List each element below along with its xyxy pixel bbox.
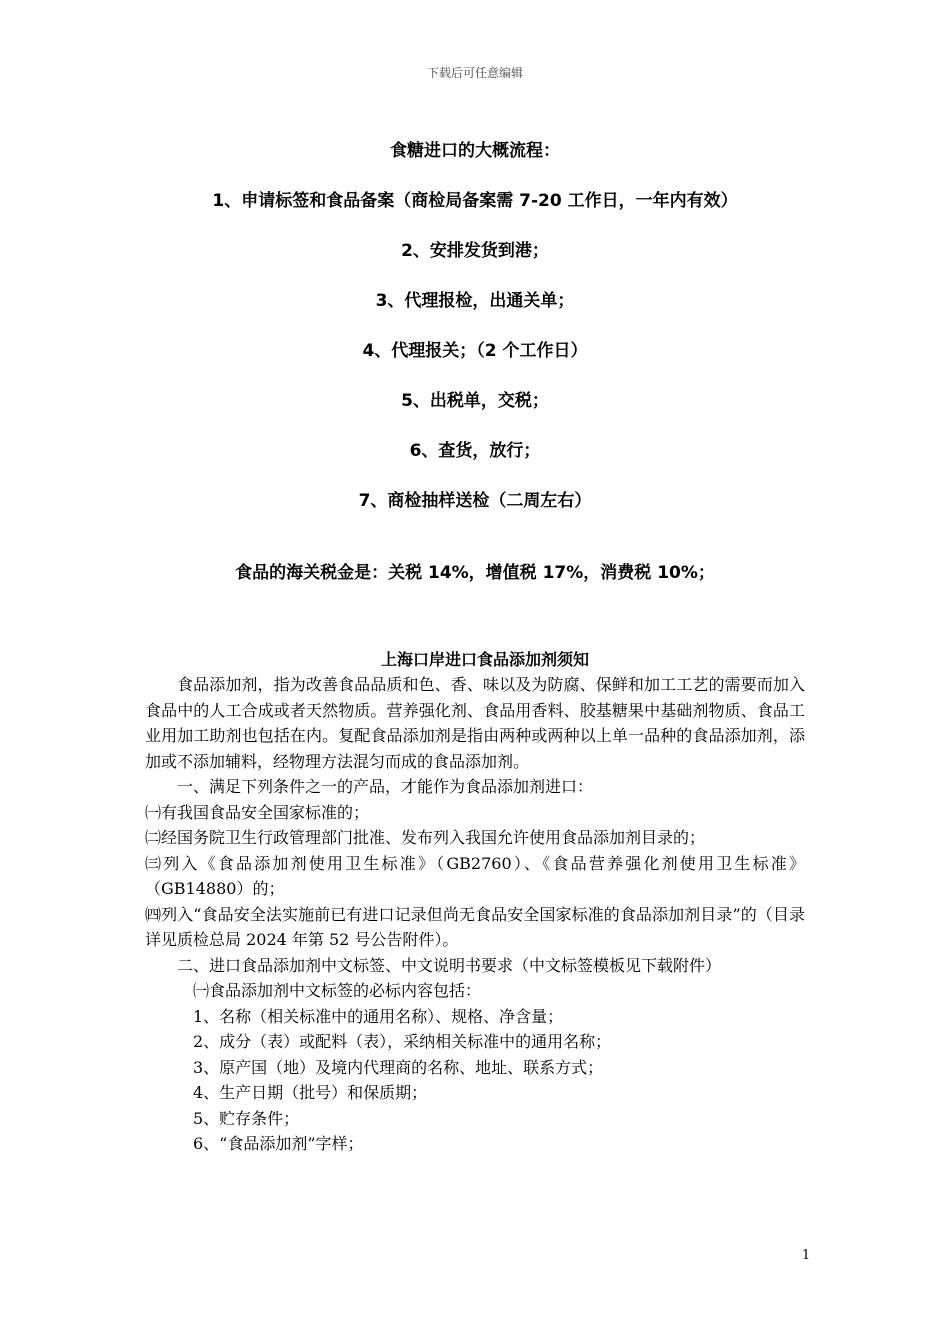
flow-step: 6、查货，放行； [409, 441, 541, 461]
section2-item: 3、原产国（地）及境内代理商的名称、地址、联系方式； [193, 1057, 604, 1077]
flow-step: 1、申请标签和食品备案（商检局备案需 7-20 工作日，一年内有效） [212, 191, 738, 211]
flow-step: 5、出税单，交税； [401, 391, 549, 411]
notice-body [145, 672, 805, 1157]
flow-step: 3、代理报检，出通关单； [375, 291, 575, 311]
flow-step: 2、安排发货到港； [401, 241, 549, 261]
section2-item: 5、贮存条件； [193, 1108, 300, 1128]
notice-title: 上海口岸进口食品添加剂须知 [380, 650, 589, 669]
section2-item: 2、成分（表）或配料（表），采纳相关标准中的通用名称； [193, 1032, 612, 1051]
customs-tax-line: 食品的海关税金是：关税 14%，增值税 17%，消费税 10%； [235, 563, 715, 583]
section1-item: ㈠有我国食品安全国家标准的； [145, 802, 370, 822]
section1-item: ㈣列入“食品安全法实施前已有进口记录但尚无食品安全国家标准的食品添加剂目录”的（目录详见质检总局 2024 年第 52 号公告附件）。 [145, 904, 805, 949]
section1-title: 一、满足下列条件之一的产品，才能作为食品添加剂进口： [177, 777, 594, 796]
page-number: 1 [801, 1248, 811, 1263]
flow-step: 7、商检抽样送检（二周左右） [358, 491, 592, 511]
section1-item: ㈡经国务院卫生行政管理部门批准、发布列入我国允许使用食品添加剂目录的； [145, 828, 706, 847]
section2-item: 4、生产日期（批号）和保质期； [193, 1083, 428, 1102]
flow-title: 食糖进口的大概流程： [390, 141, 560, 161]
section2-title: 二、进口食品添加剂中文标签、中文说明书要求（中文标签模板见下载附件） [177, 955, 722, 975]
section2-sub-title: ㈠食品添加剂中文标签的必标内容包括： [193, 981, 482, 1000]
flow-step: 4、代理报关；（2 个工作日） [362, 341, 588, 361]
page-header: 下载后可任意编辑 [426, 66, 523, 80]
section2-item: 6、“食品添加剂”字样； [193, 1134, 364, 1153]
notice-intro: 食品添加剂，指为改善食品品质和色、香、味以及为防腐、保鲜和加工工艺的需要而加入食品中的人工合成或者天然物质。营养强化剂、食品用香料、胶基糖果中基础剂物质、食品工业用加工助剂也包括在内。复配食品添加剂是指由两种或两种以上单一品种的食品添加剂，添加或不添加辅料，经物理方法混匀而成的食品添加剂。 [145, 675, 805, 771]
section2-item: 1、名称（相关标准中的通用名称）、规格、净含量； [193, 1006, 564, 1026]
section1-item: ㈢列入《食品添加剂使用卫生标准》（GB2760）、《食品营养强化剂使用卫生标准》（GB14880）的； [145, 853, 805, 898]
import-flow-section [0, 140, 950, 540]
